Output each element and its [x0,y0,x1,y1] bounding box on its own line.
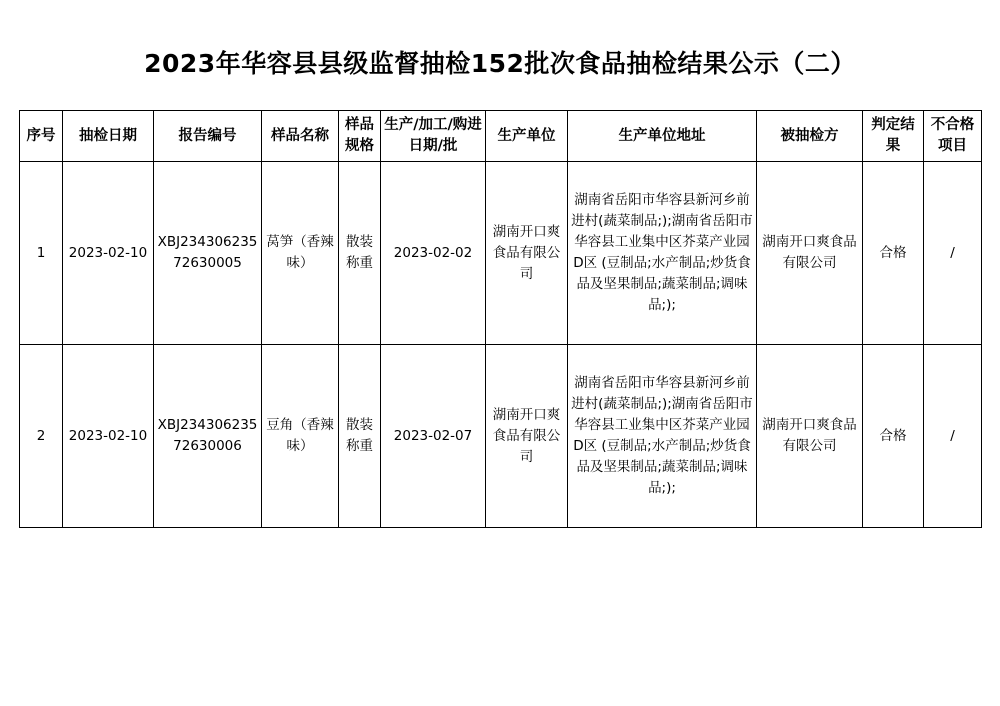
header-production-date: 生产/加工/购进日期/批 [381,111,486,162]
cell-manufacturer: 湖南开口爽食品有限公司 [486,345,568,528]
cell-report-no: XBJ23430623572630005 [154,162,262,345]
header-report-no: 报告编号 [154,111,262,162]
cell-manufacturer: 湖南开口爽食品有限公司 [486,162,568,345]
cell-sample-date: 2023-02-10 [63,345,154,528]
header-sample-name: 样品名称 [262,111,339,162]
cell-production-date: 2023-02-02 [381,162,486,345]
cell-inspected-party: 湖南开口爽食品有限公司 [757,162,863,345]
table-row [20,162,982,345]
header-sample-date: 抽检日期 [63,111,154,162]
cell-inspected-party: 湖南开口爽食品有限公司 [757,345,863,528]
cell-result: 合格 [863,345,924,528]
cell-result: 合格 [863,162,924,345]
header-spec: 样品规格 [339,111,381,162]
cell-production-date: 2023-02-07 [381,345,486,528]
cell-failed-items: / [924,345,982,528]
cell-spec: 散装称重 [339,162,381,345]
header-address: 生产单位地址 [568,111,757,162]
table-row [20,345,982,528]
cell-failed-items: / [924,162,982,345]
cell-sample-date: 2023-02-10 [63,162,154,345]
cell-sample-name: 莴笋（香辣味） [262,162,339,345]
cell-spec: 散装称重 [339,345,381,528]
cell-index: 1 [20,162,63,345]
cell-address: 湖南省岳阳市华容县新河乡前进村(蔬菜制品;);湖南省岳阳市华容县工业集中区芥菜产业园D区 (豆制品;水产制品;炒货食品及坚果制品;蔬菜制品;调味品;); [568,345,757,528]
header-failed-items: 不合格项目 [924,111,982,162]
table-header-row [20,111,982,162]
cell-index: 2 [20,345,63,528]
header-index: 序号 [20,111,63,162]
header-inspected-party: 被抽检方 [757,111,863,162]
header-result: 判定结果 [863,111,924,162]
inspection-results-table [19,110,982,528]
cell-sample-name: 豆角（香辣味） [262,345,339,528]
document-title: 2023年华容县县级监督抽检152批次食品抽检结果公示（二） [144,49,856,78]
cell-address: 湖南省岳阳市华容县新河乡前进村(蔬菜制品;);湖南省岳阳市华容县工业集中区芥菜产业园D区 (豆制品;水产制品;炒货食品及坚果制品;蔬菜制品;调味品;); [568,162,757,345]
header-manufacturer: 生产单位 [486,111,568,162]
cell-report-no: XBJ23430623572630006 [154,345,262,528]
